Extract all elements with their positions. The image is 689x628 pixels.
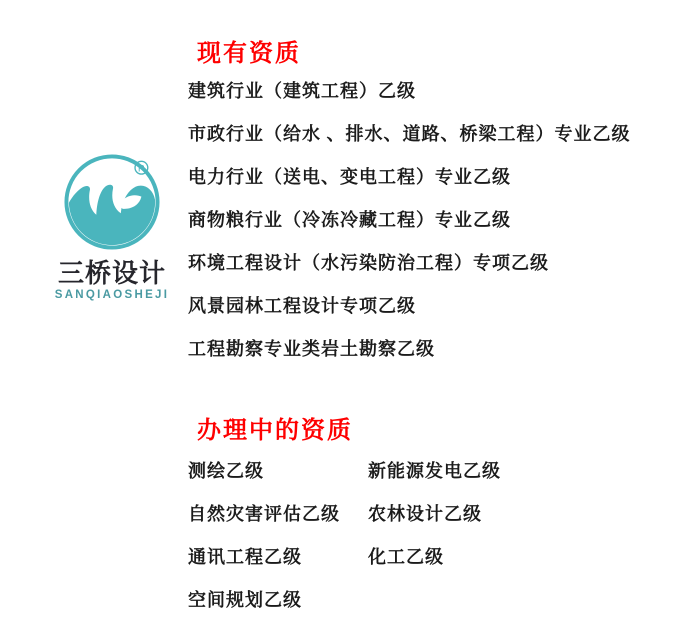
pending-qualification-item: 新能源发电乙级 bbox=[368, 461, 501, 481]
current-qualifications-list bbox=[188, 70, 631, 371]
pending-qualification-item: 农林设计乙级 bbox=[368, 504, 482, 524]
brand-logo bbox=[54, 153, 170, 301]
wave-logo-icon bbox=[63, 153, 161, 251]
section-title-pending-qualifications: 办理中的资质 bbox=[197, 418, 353, 444]
section-title-current-qualifications: 现有资质 bbox=[197, 41, 301, 67]
brand-name-pinyin: SANQIAOSHEJI bbox=[54, 289, 170, 301]
pending-qualifications-grid bbox=[188, 450, 501, 622]
qualification-item: 工程勘察专业类岩土勘察乙级 bbox=[188, 339, 435, 359]
pending-qualification-item: 空间规划乙级 bbox=[188, 590, 302, 610]
pending-qualification-item: 化工乙级 bbox=[368, 547, 444, 567]
pending-qualification-item: 自然灾害评估乙级 bbox=[188, 504, 340, 524]
pending-qualification-item: 测绘乙级 bbox=[188, 461, 264, 481]
qualification-item: 商物粮行业（冷冻冷藏工程）专业乙级 bbox=[188, 210, 511, 230]
brand-name-chinese: 三桥设计 bbox=[57, 258, 166, 288]
svg-text:R: R bbox=[138, 163, 145, 174]
qualification-item: 电力行业（送电、变电工程）专业乙级 bbox=[188, 167, 511, 187]
qualification-item: 市政行业（给水 、排水、道路、桥梁工程）专业乙级 bbox=[188, 124, 631, 144]
qualification-item: 风景园林工程设计专项乙级 bbox=[188, 296, 416, 316]
pending-qualification-item bbox=[368, 579, 501, 622]
qualification-item: 环境工程设计（水污染防治工程）专项乙级 bbox=[188, 253, 549, 273]
pending-qualification-item: 通讯工程乙级 bbox=[188, 547, 302, 567]
qualification-item: 建筑行业（建筑工程）乙级 bbox=[188, 81, 416, 101]
